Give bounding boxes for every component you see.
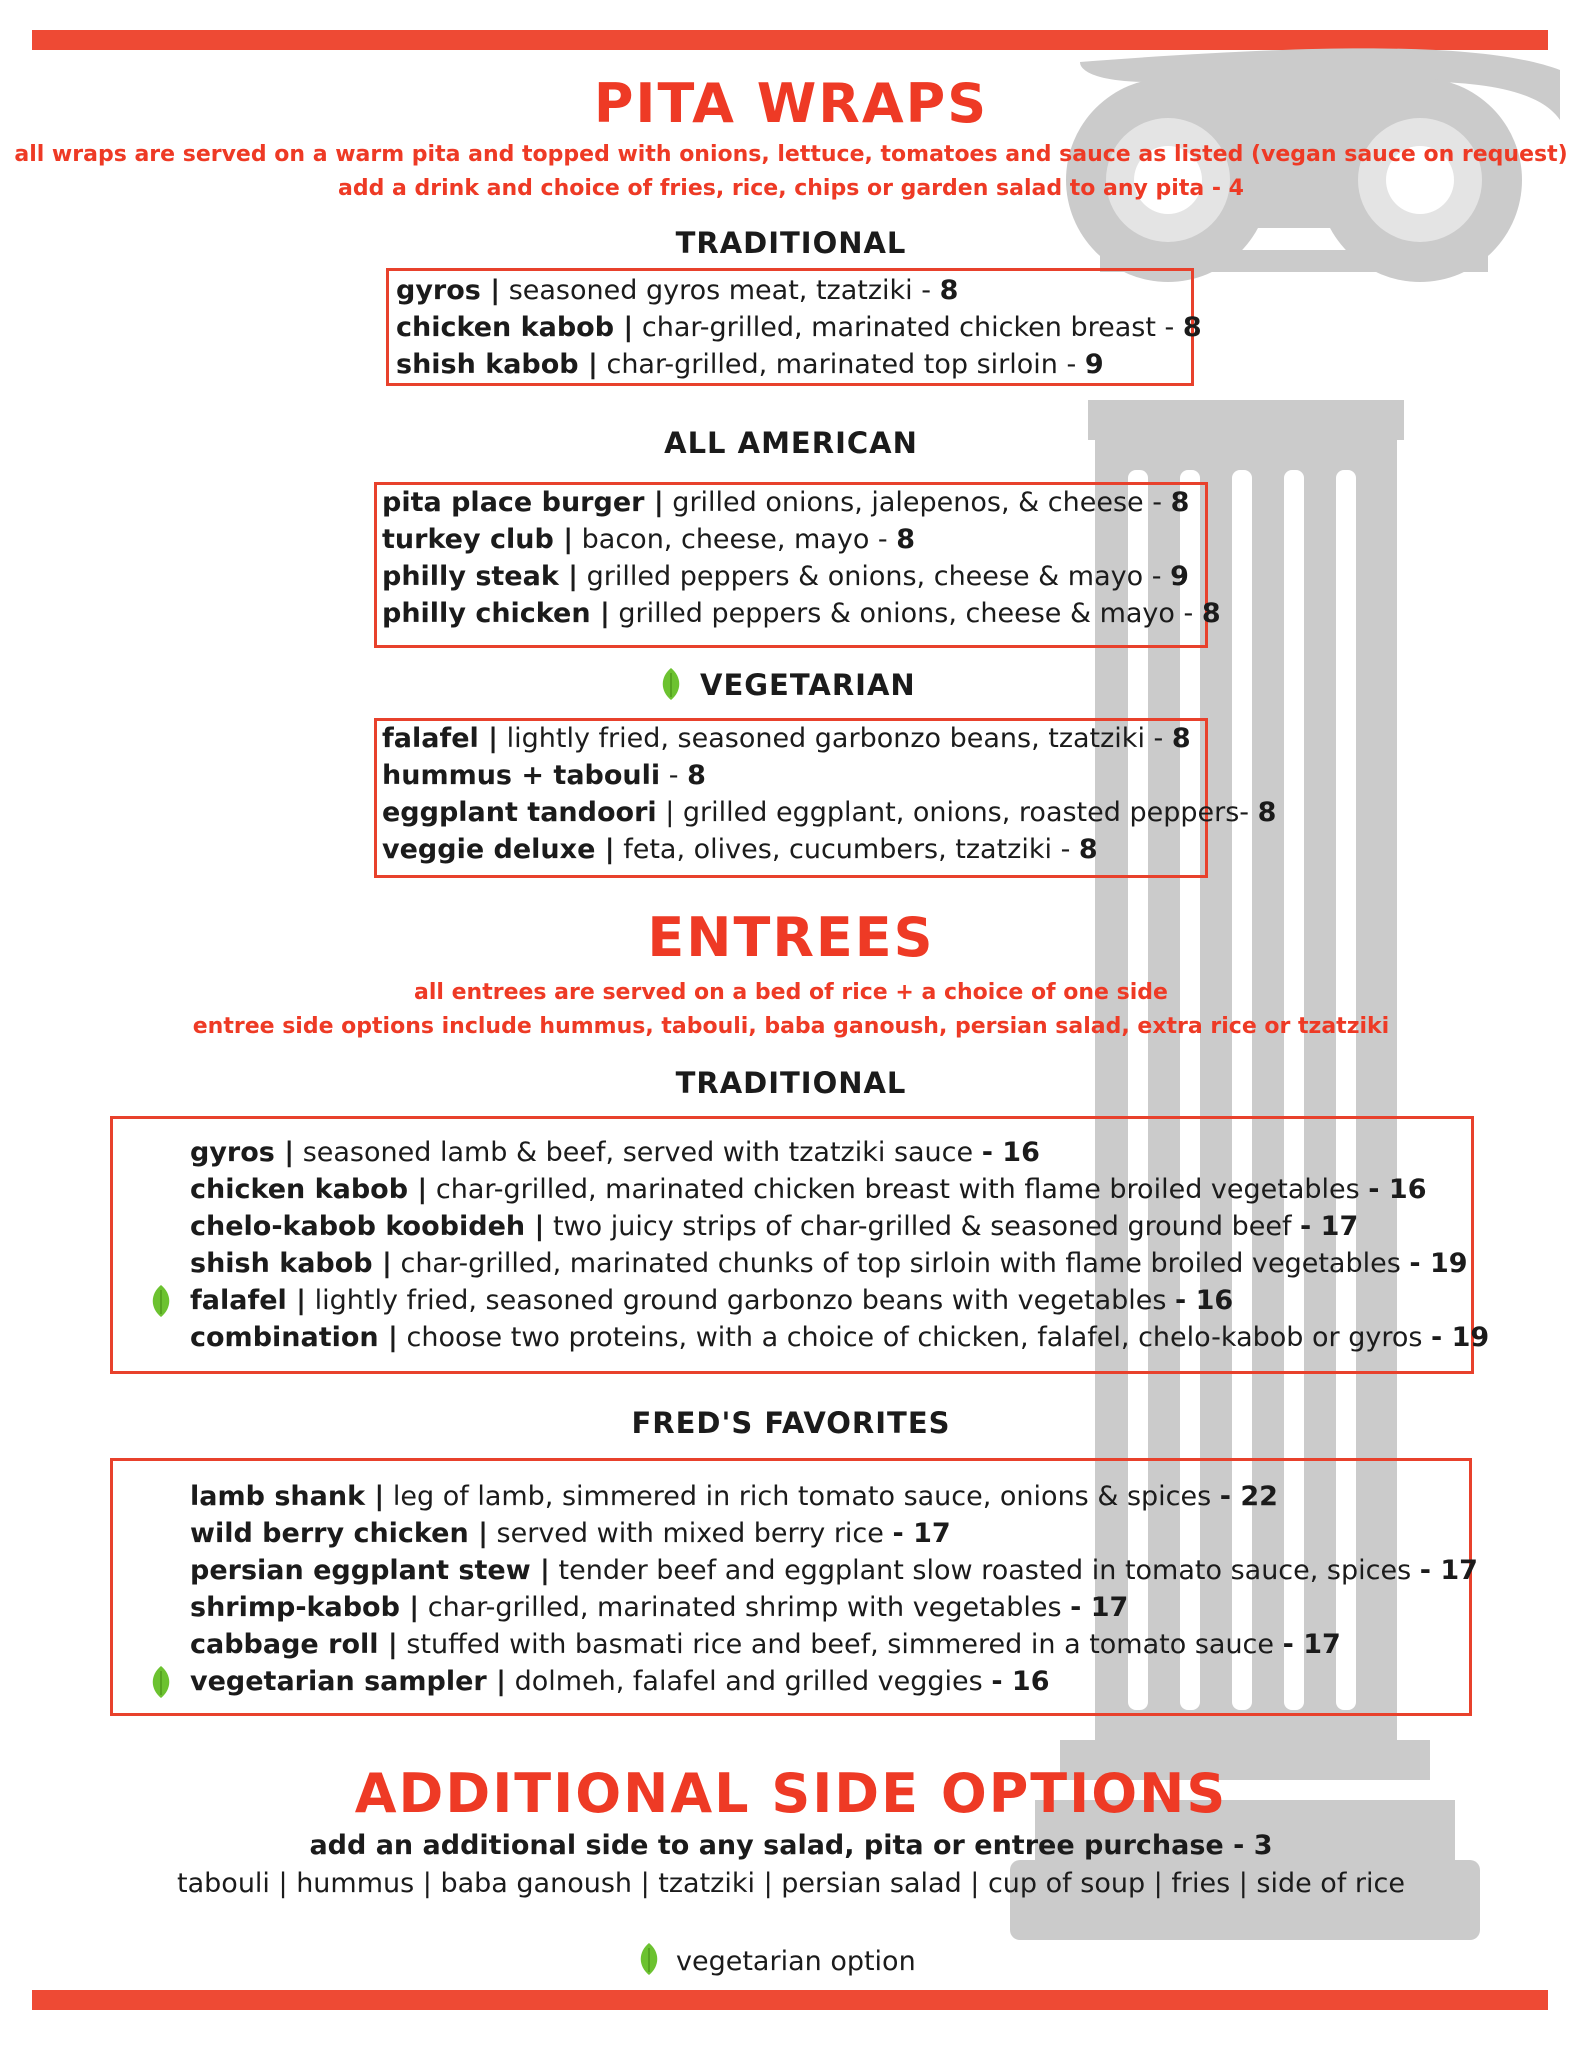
list-item: shrimp-kabob | char-grilled, marinated shrimp with vegetables - 17 — [190, 1592, 1129, 1623]
list-item: falafel | lightly fried, seasoned garbonzo beans, tzatziki - 8 — [382, 723, 1191, 754]
pita-vegetarian-list — [382, 720, 1276, 868]
entrees-note-1: all entrees are served on a bed of rice + a choice of one side — [414, 980, 1168, 1005]
list-item: veggie deluxe | feta, olives, cucumbers, tzatziki - 8 — [382, 834, 1098, 865]
list-item: chicken kabob | char-grilled, marinated chicken breast - 8 — [396, 312, 1202, 343]
pita-traditional-heading: TRADITIONAL — [675, 226, 907, 260]
list-item: shish kabob | char-grilled, marinated chunks of top sirloin with flame broiled vegetables - 19 — [190, 1248, 1468, 1279]
pita-american-list — [382, 484, 1221, 632]
leaf-icon — [150, 1665, 172, 1699]
list-item: vegetarian sampler | dolmeh, falafel and grilled veggies - 16 — [190, 1663, 1478, 1700]
legend-leaf-icon — [638, 1942, 660, 1980]
list-item: chelo-kabob koobideh | two juicy strips of char-grilled & seasoned ground beef - 17 — [190, 1211, 1359, 1242]
list-item: philly chicken | grilled peppers & onions, cheese & mayo - 8 — [382, 598, 1221, 629]
list-item: falafel | lightly fried, seasoned ground garbonzo beans with vegetables - 16 — [190, 1282, 1489, 1319]
sides-line-1: add an additional side to any salad, pita or entree purchase - 3 — [309, 1830, 1273, 1861]
list-item: turkey club | bacon, cheese, mayo - 8 — [382, 524, 916, 555]
list-item: cabbage roll | stuffed with basmati rice and beef, simmered in a tomato sauce - 17 — [190, 1629, 1341, 1660]
list-item: eggplant tandoori | grilled eggplant, onions, roasted peppers- 8 — [382, 797, 1277, 828]
list-item: persian eggplant stew | tender beef and eggplant slow roasted in tomato sauce, spices - 17 — [190, 1555, 1478, 1586]
list-item: philly steak | grilled peppers & onions, cheese & mayo - 9 — [382, 561, 1189, 592]
list-item: wild berry chicken | served with mixed berry rice - 17 — [190, 1518, 951, 1549]
freds-favorites-list — [190, 1478, 1478, 1700]
additional-sides-title: ADDITIONAL SIDE OPTIONS — [354, 1762, 1228, 1825]
leaf-icon — [150, 1284, 172, 1318]
pita-traditional-list — [396, 272, 1202, 383]
list-item: lamb shank | leg of lamb, simmered in rich tomato sauce, onions & spices - 22 — [190, 1481, 1278, 1512]
list-item: combination | choose two proteins, with a choice of chicken, falafel, chelo-kabob or gyros - 19 — [190, 1322, 1490, 1353]
list-item: gyros | seasoned gyros meat, tzatziki - 8 — [396, 275, 959, 306]
vegetarian-heading-leaf-icon — [660, 667, 682, 705]
list-item: pita place burger | grilled onions, jalepenos, & cheese - 8 — [382, 487, 1190, 518]
pita-vegetarian-heading: VEGETARIAN — [700, 668, 916, 702]
pita-wraps-title: PITA WRAPS — [593, 72, 989, 135]
entrees-title: ENTREES — [647, 906, 935, 969]
list-item: gyros | seasoned lamb & beef, served with tzatziki sauce - 16 — [190, 1137, 1040, 1168]
freds-favorites-heading: FRED'S FAVORITES — [631, 1406, 951, 1440]
entrees-traditional-list — [190, 1134, 1489, 1356]
entrees-note-2: entree side options include hummus, tabouli, baba ganoush, persian salad, extra rice or tzatziki — [192, 1014, 1390, 1039]
list-item: chicken kabob | char-grilled, marinated chicken breast with flame broiled vegetables - 16 — [190, 1174, 1427, 1205]
pita-note-2: add a drink and choice of fries, rice, chips or garden salad to any pita - 4 — [338, 176, 1244, 201]
list-item: shish kabob | char-grilled, marinated top sirloin - 9 — [396, 349, 1104, 380]
sides-line-2: tabouli | hummus | baba ganoush | tzatziki | persian salad | cup of soup | fries | side of rice — [177, 1868, 1405, 1899]
pita-american-heading: ALL AMERICAN — [664, 426, 918, 460]
list-item: hummus + tabouli - 8 — [382, 760, 706, 791]
legend-label: vegetarian option — [676, 1946, 916, 1977]
entrees-traditional-heading: TRADITIONAL — [675, 1066, 907, 1100]
pita-note-1: all wraps are served on a warm pita and topped with onions, lettuce, tomatoes and sauce as listed (vegan sauce on request) — [14, 142, 1568, 167]
